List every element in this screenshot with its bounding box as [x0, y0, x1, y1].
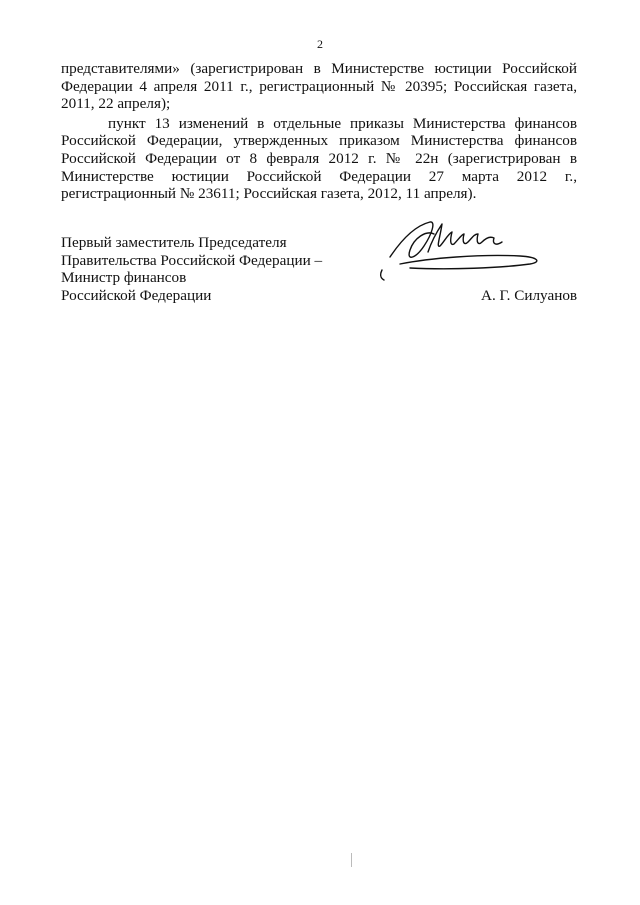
position-line: Министр финансов	[61, 269, 187, 287]
position-line: Первый заместитель Председателя	[61, 234, 287, 251]
document-body	[61, 60, 577, 203]
scan-artifact	[351, 853, 352, 867]
signatory-name: А. Г. Силуанов	[481, 287, 578, 304]
page-number: 2	[317, 37, 323, 51]
position-line: Правительства Российской Федерации –	[61, 251, 323, 269]
position-line: Российской Федерации	[61, 286, 212, 304]
handwritten-signature	[370, 212, 550, 292]
paragraph-continuation: представителями» (зарегистрирован в Министерстве юстиции Российской Федерации 4 апреля 2011 г., регистрационный № 20395; Российская газета, 2011, 22 апреля);	[61, 60, 577, 113]
paragraph-item-13: пункт 13 изменений в отдельные приказы Министерства финансов Российской Федерации, утвержденных приказом Министерства финансов Российской Федерации от 8 февраля 2012 г. № 22н (зарегистрирован в Министерстве юстиции Российской Федерации 27 марта 2012 г., регистрационный № 23611; Российская газета, 2012, 11 апреля).	[61, 114, 577, 203]
signatory-position	[61, 234, 361, 304]
